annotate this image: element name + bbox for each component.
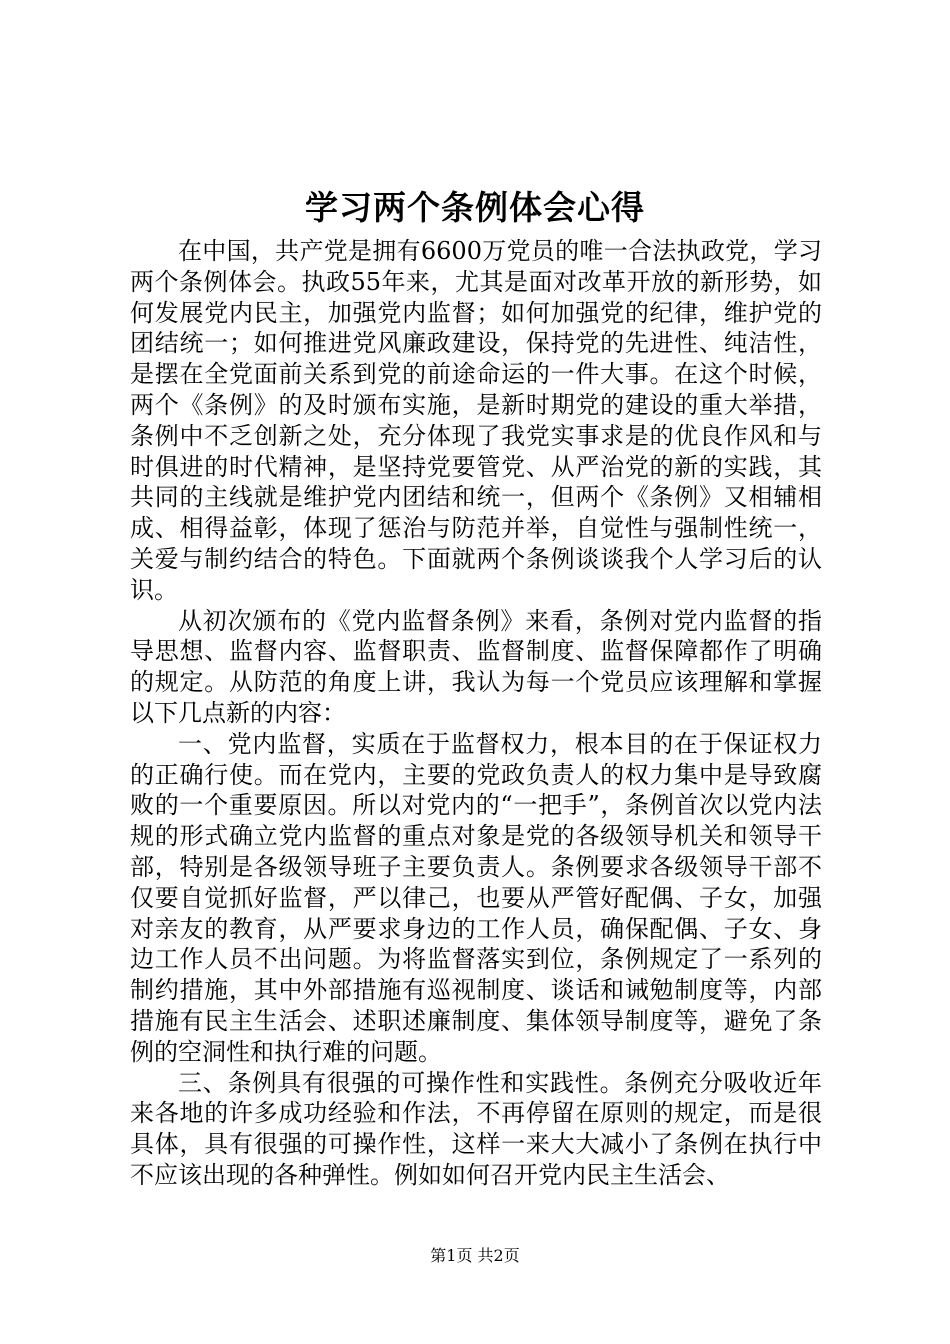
page-footer: 第1页 共2页 [430,1246,520,1265]
paragraph-point-three: 三、条例具有很强的可操作性和实践性。条例充分吸收近年来各地的许多成功经验和作法，不再停留在原则的规定，而是很具体，具有很强的可操作性，这样一来大大减小了条例在执行中不应该出现的各种弹性。例如如何召开党内民主生活会、 [130,1068,822,1189]
paragraph-supervision-regulation: 从初次颁布的《党内监督条例》来看，条例对党内监督的指导思想、监督内容、监督职责、监督制度、监督保障都作了明确的规定。从防范的角度上讲，我认为每一个党员应该理解和掌握以下几点新的内容： [130,606,822,727]
paragraph-intro: 在中国，共产党是拥有6600万党员的唯一合法执政党，学习两个条例体会。执政55年来，尤其是面对改革开放的新形势，如何发展党内民主，加强党内监督；如何加强党的纪律，维护党的团结统一；如何推进党风廉政建设，保持党的先进性、纯洁性，是摆在全党面前关系到党的前途命运的一件大事。在这个时候，两个《条例》的及时颁布实施，是新时期党的建设的重大举措，条例中不乏创新之处，充分体现了我党实事求是的优良作风和与时俱进的时代精神，是坚持党要管党、从严治党的新的实践，其共同的主线就是维护党内团结和统一，但两个《条例》又相辅相成、相得益彰，体现了惩治与防范并举，自觉性与强制性统一，关爱与制约结合的特色。下面就两个条例谈谈我个人学习后的认识。 [130,237,822,604]
paragraph-point-one: 一、党内监督，实质在于监督权力，根本目的在于保证权力的正确行使。而在党内，主要的党政负责人的权力集中是导致腐败的一个重要原因。所以对党内的“一把手”，条例首次以党内法规的形式确立党内监督的重点对象是党的各级领导机关和领导干部，特别是各级领导班子主要负责人。条例要求各级领导干部不仅要自觉抓好监督，严以律己，也要从严管好配偶、子女，加强对亲友的教育，从严要求身边的工作人员，确保配偶、子女、身边工作人员不出问题。为将监督落实到位，条例规定了一系列的制约措施，其中外部措施有巡视制度、谈话和诫勉制度等，内部措施有民主生活会、述职述廉制度、集体领导制度等，避免了条例的空洞性和执行难的问题。 [130,729,822,1066]
document-title: 学习两个条例体会心得 [305,188,645,227]
document-body [130,236,822,1191]
